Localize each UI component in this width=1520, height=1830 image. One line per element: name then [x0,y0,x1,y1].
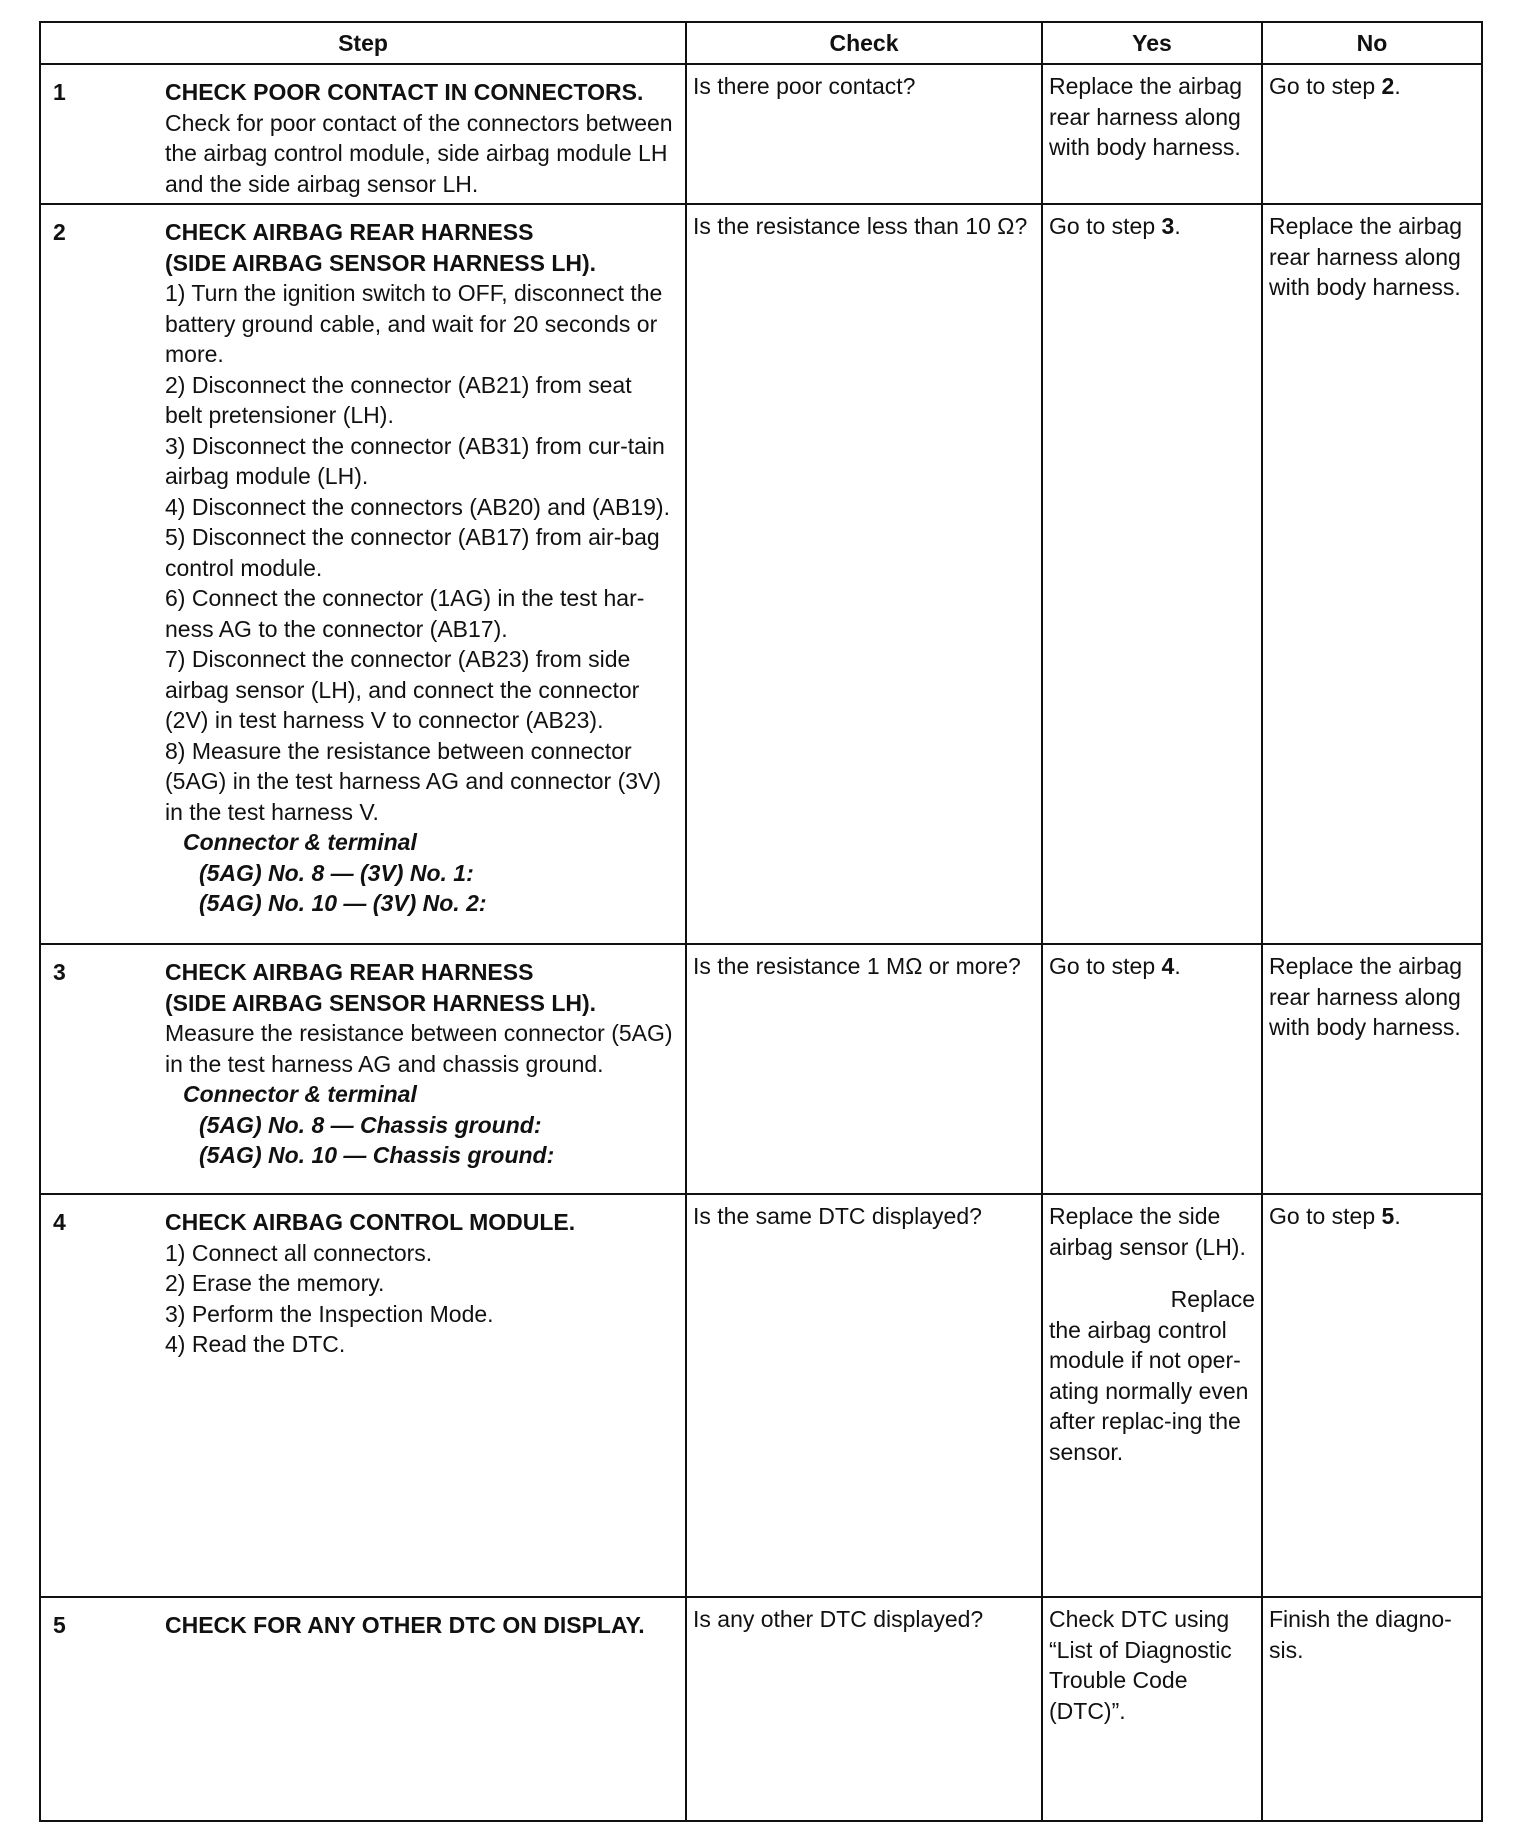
connector-terminal-heading: Connector & terminal [183,1081,417,1107]
no-cell [1262,1194,1482,1597]
yes-cell [1042,204,1262,944]
step-title: CHECK AIRBAG REAR HARNESS [165,219,534,245]
step-cell [40,1194,686,1597]
table-row [40,204,1482,944]
step-subtitle: (SIDE AIRBAG SENSOR HARNESS LH). [165,989,597,1016]
header-row [40,22,1482,64]
yes-cell: Replace the airbag rear harness along with body harness. [1042,64,1262,204]
substep: 2) Disconnect the connector (AB21) from seat belt pretensioner (LH). [165,371,632,428]
check-cell: Is there poor contact? [686,64,1042,204]
yes-suffix: . [1174,213,1181,239]
step-description: Measure the resistance between connector (5AG) in the test harness AG and chassis ground. [165,1020,673,1077]
yes-prefix: Go to step [1049,213,1162,239]
step-title: CHECK AIRBAG REAR HARNESS [165,959,534,985]
step-ref: 2 [1381,73,1395,99]
substep: 2) Erase the memory. [165,1270,385,1296]
step-number: 5 [53,1612,66,1638]
substep: 5) Disconnect the connector (AB17) from air-bag control module. [165,524,660,581]
connector-terminal-line: (5AG) No. 8 — (3V) No. 1: [199,859,474,886]
step-title: CHECK POOR CONTACT IN CONNECTORS. [165,79,644,105]
step-ref: 3 [1161,213,1175,239]
substep: 1) Turn the ignition switch to OFF, disconnect the battery ground cable, and wait for 20 seconds or more. [165,280,663,367]
step-subtitle: (SIDE AIRBAG SENSOR HARNESS LH). [165,249,597,276]
substep: 6) Connect the connector (1AG) in the test har-ness AG to the connector (AB17). [165,585,645,642]
step-cell [40,1597,686,1821]
yes-suffix: . [1174,953,1181,979]
connector-terminal-heading: Connector & terminal [183,829,417,855]
step-title: CHECK FOR ANY OTHER DTC ON DISPLAY. [165,1612,645,1638]
table-row [40,64,1482,204]
check-cell: Is any other DTC displayed? [686,1597,1042,1821]
check-cell: Is the resistance 1 MΩ or more? [686,944,1042,1194]
no-cell: Replace the airbag rear harness along with body harness. [1262,204,1482,944]
substep: 8) Measure the resistance between connector (5AG) in the test harness AG and connector (3V) in the test harness V. [165,737,662,825]
no-suffix: . [1394,73,1401,99]
note-text: the airbag control module if not oper-ating normally even after replac-ing the sensor. [1049,1316,1249,1465]
table-row [40,1194,1482,1597]
step-cell [40,944,686,1194]
yes-cell [1042,1194,1262,1597]
step-number: 1 [53,79,66,105]
substep: 4) Read the DTC. [165,1331,346,1357]
header-no: No [1262,22,1482,64]
substep: 7) Disconnect the connector (AB23) from side airbag sensor (LH), and connect the connector (2V) in test harness V to connector (AB23). [165,646,640,733]
yes-cell: Check DTC using “List of Diagnostic Trouble Code (DTC)”. [1042,1597,1262,1821]
step-cell [40,204,686,944]
note-lead: Replace [1170,1286,1255,1312]
no-prefix: Go to step [1269,73,1382,99]
table-row [40,1597,1482,1821]
no-cell: Replace the airbag rear harness along with body harness. [1262,944,1482,1194]
no-cell: Finish the diagno-sis. [1262,1597,1482,1821]
step-title: CHECK AIRBAG CONTROL MODULE. [165,1209,576,1235]
step-number: 3 [53,959,66,985]
table-row [40,944,1482,1194]
no-suffix: . [1394,1203,1401,1229]
yes-text: Replace the side airbag sensor (LH). [1049,1203,1246,1260]
connector-terminal-line: (5AG) No. 10 — (3V) No. 2: [199,890,487,916]
connector-terminal-line: (5AG) No. 8 — Chassis ground: [199,1111,542,1138]
step-ref: 4 [1161,953,1175,979]
yes-prefix: Go to step [1049,953,1162,979]
header-check: Check [686,22,1042,64]
substep: 3) Perform the Inspection Mode. [165,1300,494,1327]
no-cell [1262,64,1482,204]
step-cell [40,64,686,204]
step-number: 2 [53,219,66,245]
connector-terminal-line: (5AG) No. 10 — Chassis ground: [199,1142,555,1168]
step-number: 4 [53,1209,66,1235]
check-cell: Is the same DTC displayed? [686,1194,1042,1597]
step-description: Check for poor contact of the connectors between the airbag control module, side airbag module LH and the side airbag sensor LH. [165,109,673,197]
header-step: Step [40,22,686,64]
header-yes: Yes [1042,22,1262,64]
substep: 4) Disconnect the connectors (AB20) and (AB19). [165,493,670,520]
substep: 1) Connect all connectors. [165,1239,433,1266]
no-prefix: Go to step [1269,1203,1382,1229]
check-cell: Is the resistance less than 10 Ω? [686,204,1042,944]
step-ref: 5 [1381,1203,1395,1229]
substep: 3) Disconnect the connector (AB31) from cur-tain airbag module (LH). [165,432,665,489]
diagnostic-table [39,21,1483,1822]
yes-cell [1042,944,1262,1194]
